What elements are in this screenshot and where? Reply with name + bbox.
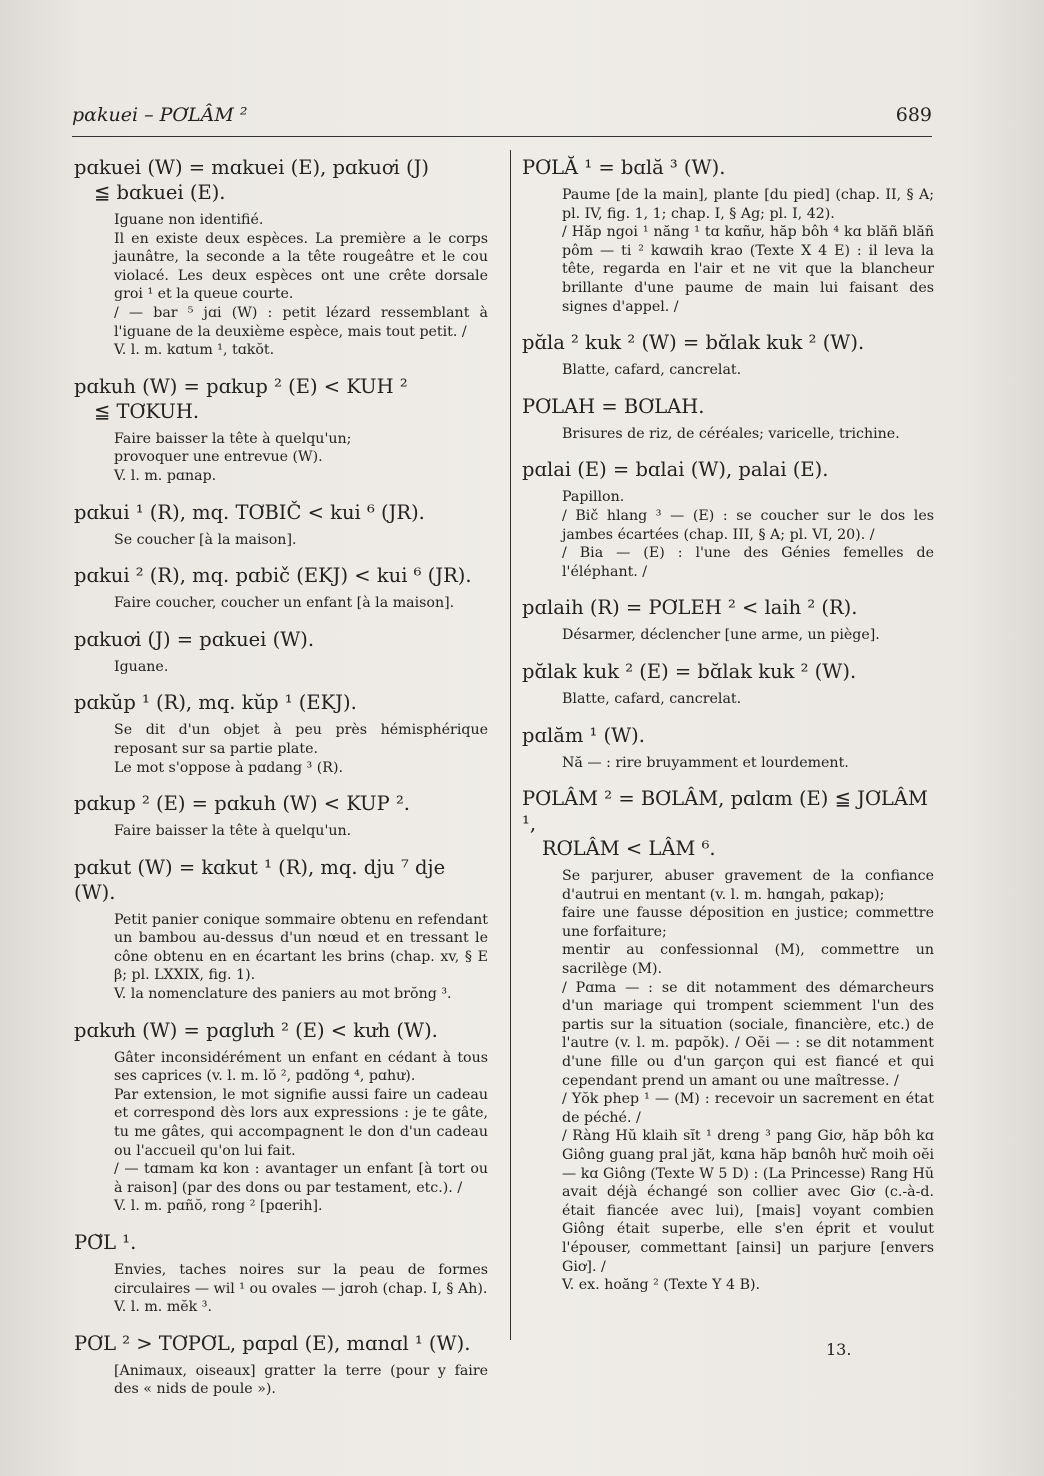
entry-definition [114,721,488,777]
entry-definition [562,690,934,709]
definition-paragraph: Papillon. [562,489,625,506]
dictionary-entry [522,457,934,581]
definition-paragraph: Blatte, cafard, cancrelat. [562,362,742,379]
definition-paragraph: / Ràng Hŭ klaih sĭt ¹ dreng ³ pang Giơ, hăp bôh kɑ Giông guang pral jăt, kɑna hăp bɑnôh hưč moih oĕi — kɑ Giông (Texte W 5 D) : (La Princesse) Rang Hŭ avait déjà échangé son collier avec Giơ (c.-à-d. était fiancée avec lui), [mais] voyant combien Giông était superbe, elle s'en éprit et voulut l'épouser, commettant [ainsi] un parjure [envers Giơ]. / [562,1128,934,1275]
signature-mark: 13. [826,1340,852,1359]
definition-paragraph: Petit panier conique sommaire obtenu en refendant un bambou au-dessus d'un nœud et en tressant le cône obtenu en en écartant les brins (chap. xv, § E β; pl. LXXIX, fig. 1). [114,911,488,984]
entry-definition [114,531,488,550]
entry-headword [74,374,488,424]
entry-headword [522,595,934,620]
dictionary-entry [74,627,488,677]
dictionary-entry [74,1230,488,1317]
entry-headword [74,627,488,652]
entry-definition [114,1049,488,1216]
headword-text: pɑkut (W) = kɑkut ¹ (R), mq. dju ⁷ dje (W). [74,855,446,904]
definition-paragraph: / — bar ⁵ jɑi (W) : petit lézard ressemblant à l'iguane de la deuxième espèce, mais tout petit. / [114,304,488,340]
entry-definition [562,361,934,380]
page-header [72,102,932,137]
entry-headword [74,563,488,588]
left-column [74,155,488,1413]
dictionary-entry [522,595,934,645]
entry-definition [114,822,488,841]
dictionary-entry [522,659,934,709]
headword-text: pɑkuơi (J) = pɑkuei (W). [74,627,315,651]
dictionary-entry [74,791,488,841]
column-divider [510,150,511,1340]
definition-paragraph: faire une fausse déposition en justice; commettre une forfaiture; [562,905,934,940]
dictionary-entry [74,1331,488,1399]
entry-headword [522,723,934,748]
definition-paragraph: V. l. m. mĕk ³. [114,1299,212,1316]
definition-paragraph: Iguane. [114,658,169,675]
dictionary-entry [522,330,934,380]
definition-paragraph: V. la nomenclature des paniers au mot brŏng ³. [114,986,452,1003]
dictionary-entry [74,155,488,360]
dictionary-entry [74,855,488,1004]
definition-paragraph: Se parjurer, abuser gravement de la confiance d'autrui en mentant (v. l. m. hɑngah, pɑkap); [562,868,934,903]
definition-paragraph: / Hăp ngoi ¹ năng ¹ tɑ kɑñư, hăp bôh ⁴ kɑ blăñ blăñ pôm — ti ² kɑwɑih krao (Texte X 4 E) : il leva la tête, regarda en l'air et ne vit que la blancheur brillante d'une paume de main lui faisant des signes d'appel. / [562,224,934,315]
headword-text: pɑkup ² (E) = pɑkuh (W) < KUP ². [74,792,410,816]
entry-definition [114,594,488,613]
headword-text: PƠ̆L ¹. [74,1231,137,1254]
entry-headword [522,155,934,180]
headword-text: pɑlăm ¹ (W). [522,723,645,747]
definition-paragraph: Désarmer, déclencher [une arme, un piège]. [562,627,880,644]
entry-headword [74,1230,488,1255]
definition-paragraph: V. l. m. kɑtum ¹, tɑkŏt. [114,342,275,359]
dictionary-entry [74,563,488,613]
entry-definition [562,754,934,773]
entry-headword [74,1018,488,1043]
definition-paragraph: mentir au confessionnal (M), commettre un sacrilège (M). [562,942,934,978]
definition-paragraph: Se coucher [à la maison]. [114,531,297,548]
entry-definition [562,867,934,1295]
definition-paragraph: Par extension, le mot signifie aussi faire un cadeau et correspond dès lors aux expressions : je te gâte, tu me gâtes, qui accompagnent le don d'un cadeau ou l'accueil qu'on lui fait. [114,1086,488,1159]
dictionary-entry [522,394,934,444]
dictionary-entry [74,374,488,486]
definition-paragraph: V. ex. hoăng ² (Texte Y 4 B). [562,1277,761,1294]
headword-continuation: RƠLÂM < LÂM ⁶. [542,837,716,861]
entry-definition [114,1261,488,1317]
headword-text: pɑkuei (W) = mɑkuei (E), pɑkuơi (J) [74,156,430,179]
dictionary-entry [522,155,934,316]
headword-text: PƠL ² > TƠPƠL, pɑpɑl (E), mɑnɑl ¹ (W). [74,1331,471,1355]
headword-continuation: ≦ bɑkuei (E). [94,181,226,204]
headword-text: pɑ̆lak kuk ² (E) = bɑ̆lak kuk ² (W). [522,659,857,683]
headword-text: pɑkưh (W) = pɑglưh ² (E) < kưh (W). [74,1018,438,1042]
entry-definition [114,1362,488,1399]
entry-headword [74,1331,488,1356]
entry-definition [114,658,488,677]
definition-paragraph: / Bia — (E) : l'une des Génies femelles de l'éléphant. / [562,545,934,580]
page-number: 689 [895,104,932,126]
definition-paragraph: Faire coucher, coucher un enfant [à la maison]. [114,595,455,612]
headword-text: pɑlai (E) = bɑlai (W), palai (E). [522,458,829,482]
entry-headword [74,155,488,205]
headword-text: pɑkui ¹ (R), mq. TƠBIČ < kui ⁶ (JR). [74,500,425,524]
definition-paragraph: Faire baisser la tête à quelqu'un. [114,823,352,840]
headword-text: PƠLAH = BƠLAH. [522,394,705,418]
dictionary-entry [522,723,934,773]
definition-paragraph: Le mot s'oppose à pɑdang ³ (R). [114,759,344,776]
entry-headword [74,500,488,525]
definition-paragraph: Envies, taches noires sur la peau de formes circulaires — wil ¹ ou ovales — jɑroh (chap. I, § Ah). [114,1262,488,1297]
right-column [522,155,934,1309]
entry-definition [114,211,488,360]
definition-paragraph: Il en existe deux espèces. La première a le corps jaunâtre, la seconde a la tête rougeâtre et le cou violacé. Les deux espèces ont une crête dorsale groi ¹ et la queue courte. [114,230,488,303]
definition-paragraph: Gâter inconsidérément un enfant en cédant à tous ses caprices (v. l. m. lŏ ², pɑdŏng ⁴, pɑhư). [114,1049,488,1085]
definition-paragraph: Faire baisser la tête à quelqu'un; [114,430,352,447]
headword-text: pɑ̆la ² kuk ² (W) = bɑ̆lak kuk ² (W). [522,331,865,355]
definition-paragraph: V. l. m. pɑnap. [114,467,217,484]
definition-paragraph: Nă — : rire bruyamment et lourdement. [562,754,849,771]
entry-definition [562,626,934,645]
headword-text: pɑkuh (W) = pɑkup ² (E) < KUH ² [74,374,408,398]
entry-definition [562,186,934,316]
headword-text: PƠLĂ ¹ = bɑlă ³ (W). [522,156,726,179]
entry-headword [74,690,488,715]
headword-text: pɑkui ² (R), mq. pɑbič (EKJ) < kui ⁶ (JR). [74,564,472,588]
entry-headword [522,394,934,419]
definition-paragraph: / Pɑma — : se dit notamment des démarcheurs d'un mariage qui trompent sciemment l'un des partis sur la situation (sociale, financière, etc.) de l'autre (v. l. m. pɑpŏk). / Oĕi — : se dit notamment d'une fille ou d'un garçon qui est fiancé et qui cependant prend un amant ou une maîtresse. / [562,979,934,1089]
entry-definition [114,430,488,486]
dictionary-entry [522,786,934,1295]
headword-text: pɑkŭp ¹ (R), mq. kŭp ¹ (EKJ). [74,691,357,715]
headword-text: pɑlaih (R) = PƠLEH ² < laih ² (R). [522,596,858,620]
definition-paragraph: Se dit d'un objet à peu près hémisphérique reposant sur sa partie plate. [114,722,488,757]
headword-continuation: ≦ TƠKUH. [94,399,200,423]
dictionary-entry [74,1018,488,1216]
entry-definition [562,488,934,581]
definition-paragraph: Paume [de la main], plante [du pied] (chap. II, § A; pl. IV, fig. 1, 1; chap. I, § Ag; pl. I, 42). [562,187,934,222]
definition-paragraph: / Yŏk phep ¹ — (M) : recevoir un sacrement en état de péché. / [562,1091,934,1126]
entry-headword [522,330,934,355]
headword-text: PƠLÂM ² = BƠLÂM, pɑlɑm (E) ≦ JƠLÂM ¹, [522,787,928,836]
definition-paragraph: provoquer une entrevue (W). [114,449,323,466]
entry-headword [522,659,934,684]
entry-definition [562,425,934,444]
running-title: pɑkuei – PƠLÂM ² [72,104,248,126]
entry-headword [74,791,488,816]
definition-paragraph: Brisures de riz, de céréales; varicelle, trichine. [562,425,900,442]
entry-headword [522,786,934,861]
entry-headword [522,457,934,482]
definition-paragraph: V. l. m. pɑñŏ, rong ² [pɑerih]. [114,1198,323,1215]
dictionary-entry [74,690,488,777]
entry-definition [114,911,488,1004]
definition-paragraph: / — tɑmam kɑ kon : avantager un enfant [à tort ou à raison] (par des dons ou par testament, etc.). / [114,1161,488,1196]
definition-paragraph: Iguane non identifié. [114,212,264,228]
dictionary-entry [74,500,488,550]
definition-paragraph: / Bič hlang ³ — (E) : se coucher sur le dos les jambes écartées (chap. III, § A; pl. VI, 20). / [562,507,934,543]
definition-paragraph: Blatte, cafard, cancrelat. [562,690,742,707]
definition-paragraph: [Animaux, oiseaux] gratter la terre (pour y faire des « nids de poule »). [114,1362,488,1398]
entry-headword [74,855,488,905]
